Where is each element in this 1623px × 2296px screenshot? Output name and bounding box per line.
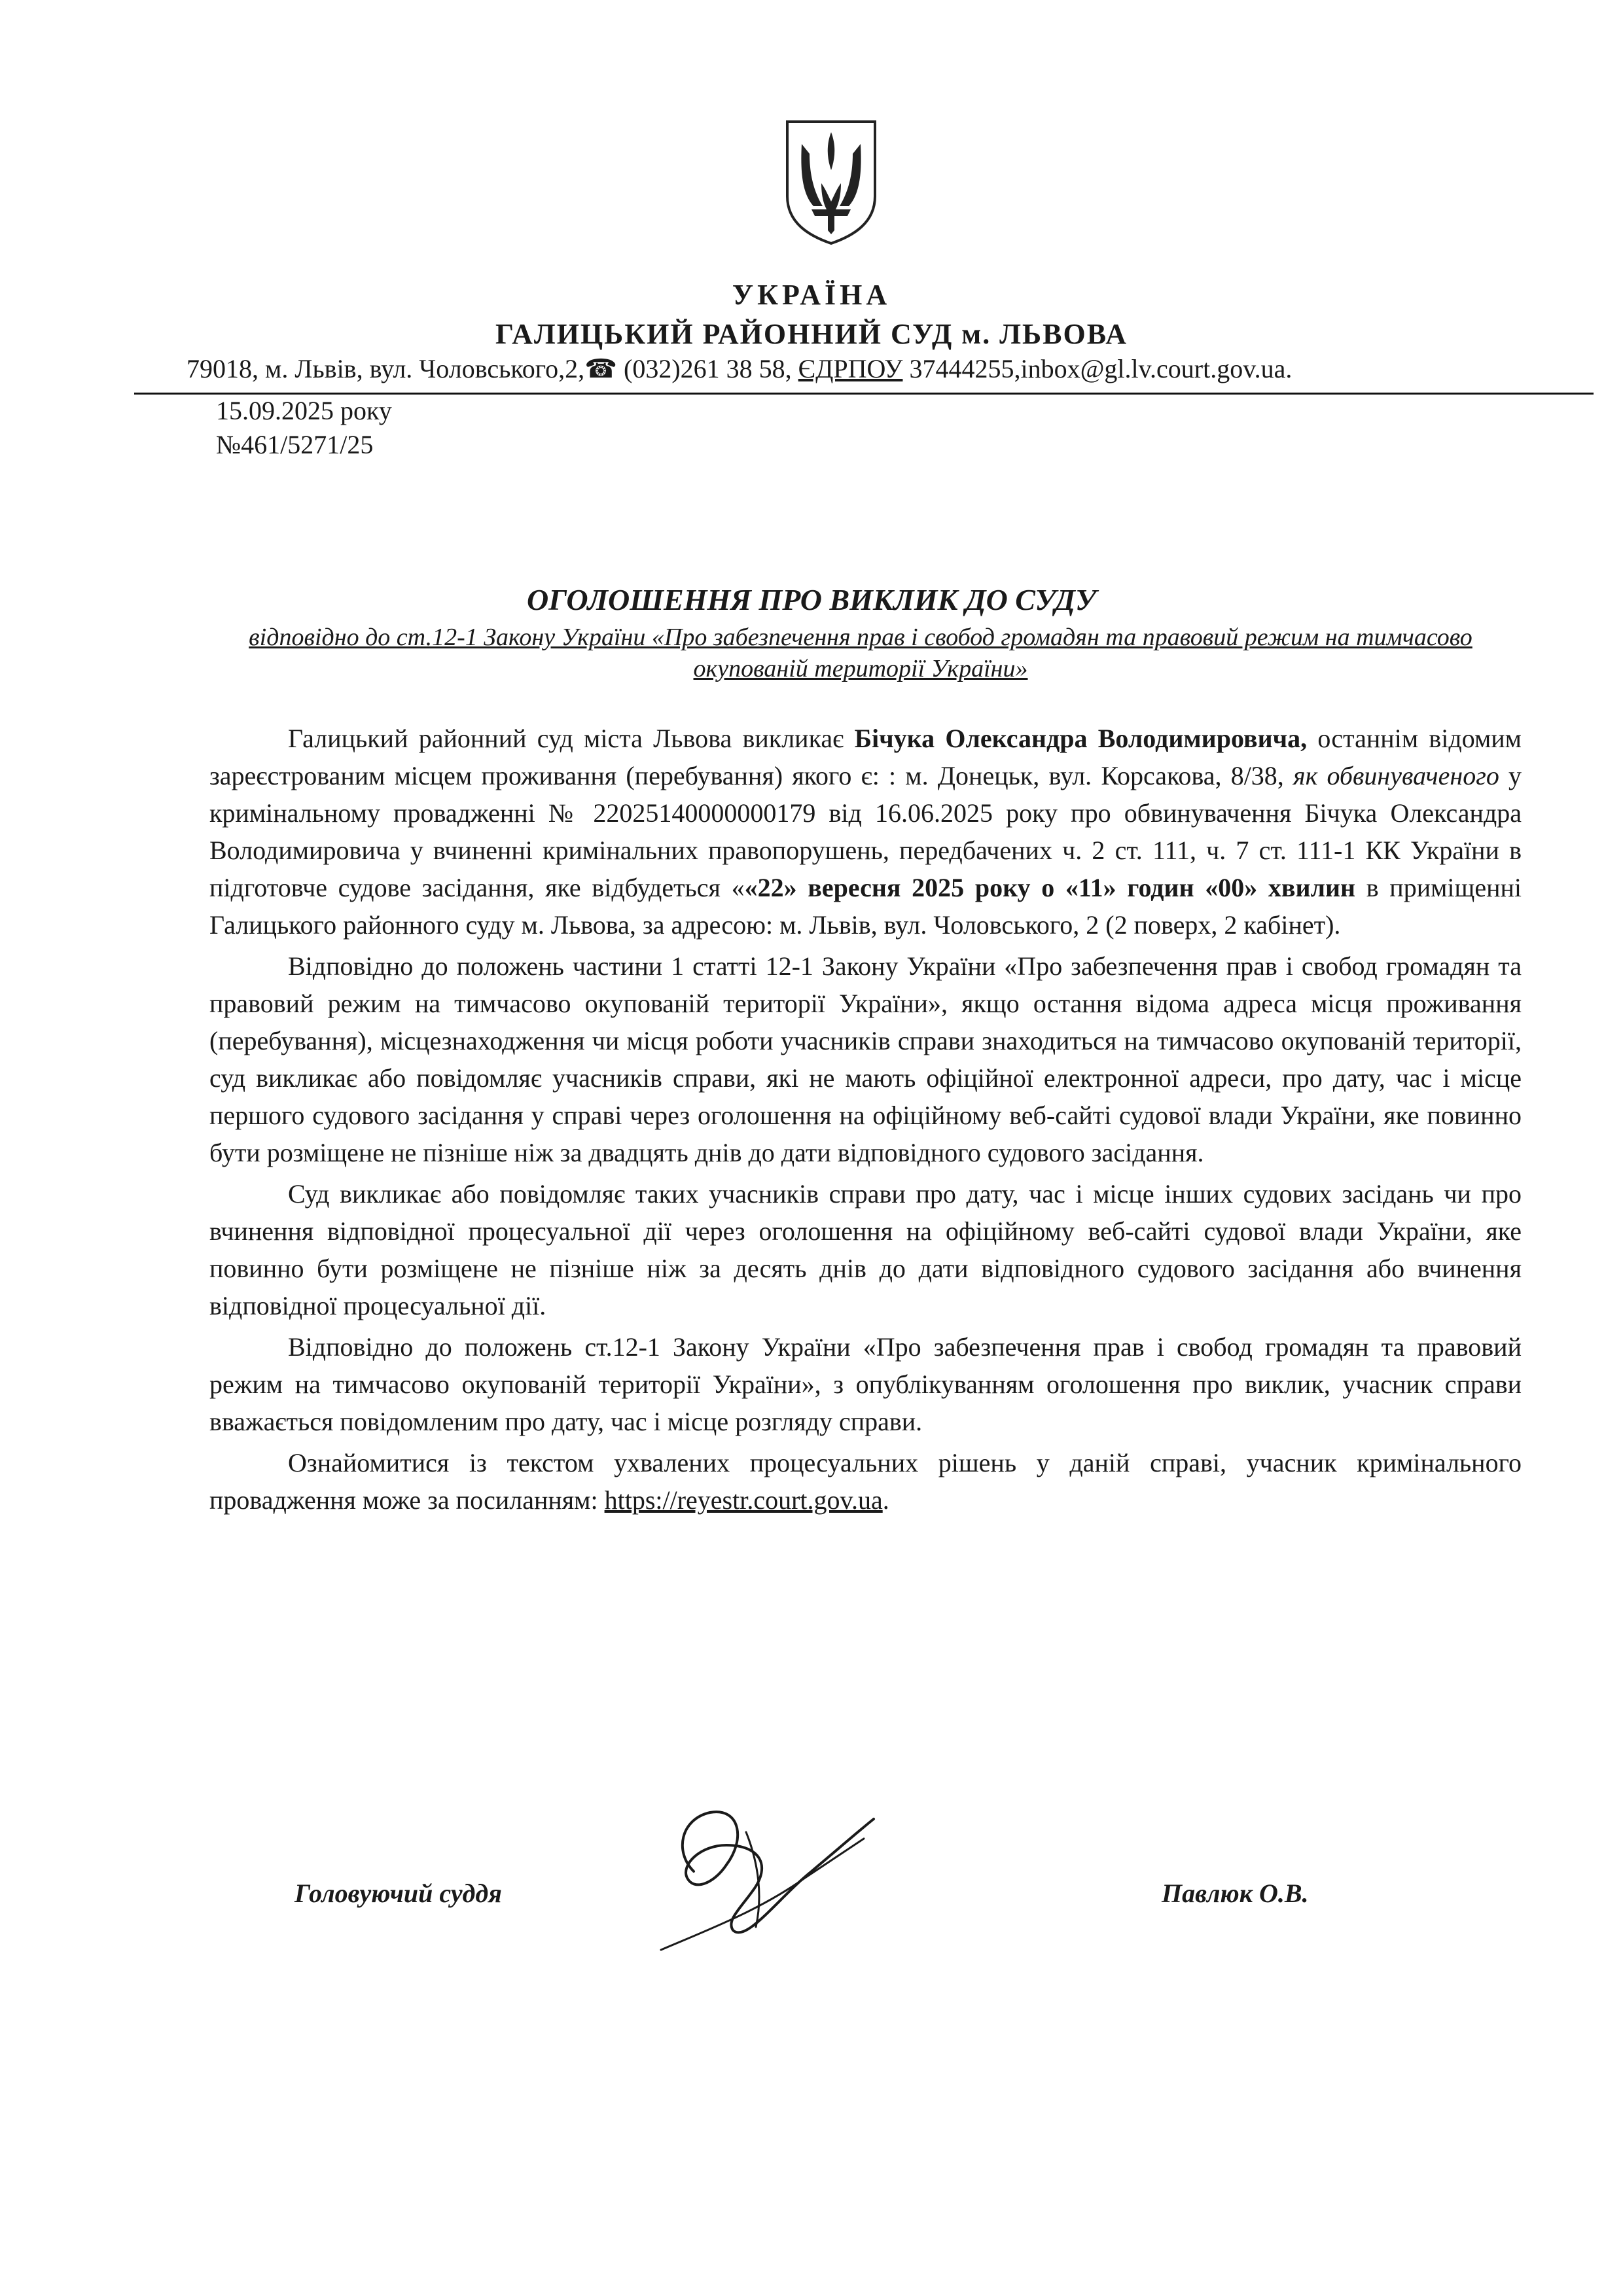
hearing-datetime: «22» вересня 2025 року о «11» годин «00» хвилин: [744, 873, 1356, 902]
court-heading: ГАЛИЦЬКИЙ РАЙОННИЙ СУД м. ЛЬВОВА: [495, 318, 1128, 350]
case-number: №461/5271/25: [216, 430, 374, 459]
trident-coat-of-arms-icon: [782, 118, 880, 245]
document-subtitle: відповідно до ст.12-1 Закону України «Про забезпечення прав і свобод громадян та правовий режим на тимчасово окупованій території України»: [249, 624, 1472, 682]
address-text: 79018, м. Львів, вул. Чоловського,2,: [187, 354, 585, 383]
phone-number: (032)261 38 58,: [624, 354, 792, 383]
paragraph-law-other-hearings: Суд викликає або повідомляє таких учасників справи про дату, час і місце інших судових засідань чи про вчинення відповідної процесуальної дії через оголошення на офіційному веб-сайті судової влади України, яке повинно бути розміщене не пізніше ніж за десять днів до дати відповідного судового засідання або вчинення відповідної процесуальної дії.: [209, 1179, 1522, 1320]
header-divider: [134, 393, 1594, 395]
paragraph-notification-effect: Відповідно до положень ст.12-1 Закону України «Про забезпечення прав і свобод громадян та правовий режим на тимчасово окупованій території України», з опублікуванням оголошення про виклик, учасник справи вважається повідомленим про дату, час і місце розгляду справи.: [209, 1332, 1522, 1436]
presiding-judge-label: Головуючий суддя: [294, 1879, 502, 1908]
document-date: 15.09.2025 року: [216, 396, 392, 425]
court-address-line: [187, 353, 1587, 384]
defendant-status: як обвинуваченого: [1293, 761, 1499, 790]
telephone-icon: ☎: [584, 354, 618, 383]
paragraph-law-first-hearing: Відповідно до положень частини 1 статті 12-1 Закону України «Про забезпечення прав і свобод громадян та правовий режим на тимчасово окупованій території України», якщо остання відома адреса місця проживання (перебування), місцезнаходження чи місця роботи учасників справи знаходиться на тимчасово окупованій території, суд викликає або повідомляє учасників справи, які не мають офіційної електронної адреси, про дату, час і місце першого судового засідання у справі через оголошення на офіційному веб-сайті судової влади України, яке повинно бути розміщене не пізніше ніж за двадцять днів до дати відповідного судового засідання.: [209, 951, 1522, 1167]
judge-name: Павлюк О.В.: [1162, 1879, 1309, 1908]
document-title: ОГОЛОШЕННЯ ПРО ВИКЛИК ДО СУДУ: [527, 583, 1096, 616]
registry-link[interactable]: https://reyestr.court.gov.ua: [604, 1485, 883, 1515]
paragraph-registry-link: Ознайомитися із текстом ухвалених процесуальних рішень у даній справі, учасник кримінального провадження може за посиланням: https://reyestr.court.gov.ua.: [209, 1448, 1522, 1515]
document-body: [209, 720, 1522, 1523]
edrpou-label: ЄДРПОУ: [798, 354, 903, 383]
paragraph-summons: Галицький районний суд міста Львова викликає Бічука Олександра Володимировича, останнім відомим зареєстрованим місцем проживання (перебування) якого є: : м. Донецьк, вул. Корсакова, 8/38, як обвинуваченого у кримінальному провадженні № 22025140000000179 від 16.06.2025 року про обвинувачення Бічука Олександра Володимировича у вчиненні кримінальних правопорушень, передбачених ч. 2 ст. 111, ч. 7 ст. 111-1 КК України в підготовче судове засідання, яке відбудеться ««22» вересня 2025 року о «11» годин «00» хвилин в приміщенні Галицького районного суду м. Львова, за адресою: м. Львів, вул. Чоловського, 2 (2 поверх, 2 кабінет).: [209, 724, 1522, 940]
handwritten-signature: [648, 1793, 883, 1963]
country-heading: УКРАЇНА: [732, 279, 891, 311]
defendant-name: Бічука Олександра Володимировича,: [854, 724, 1308, 753]
edrpou-and-email: 37444255,inbox@gl.lv.court.gov.ua.: [909, 354, 1293, 383]
